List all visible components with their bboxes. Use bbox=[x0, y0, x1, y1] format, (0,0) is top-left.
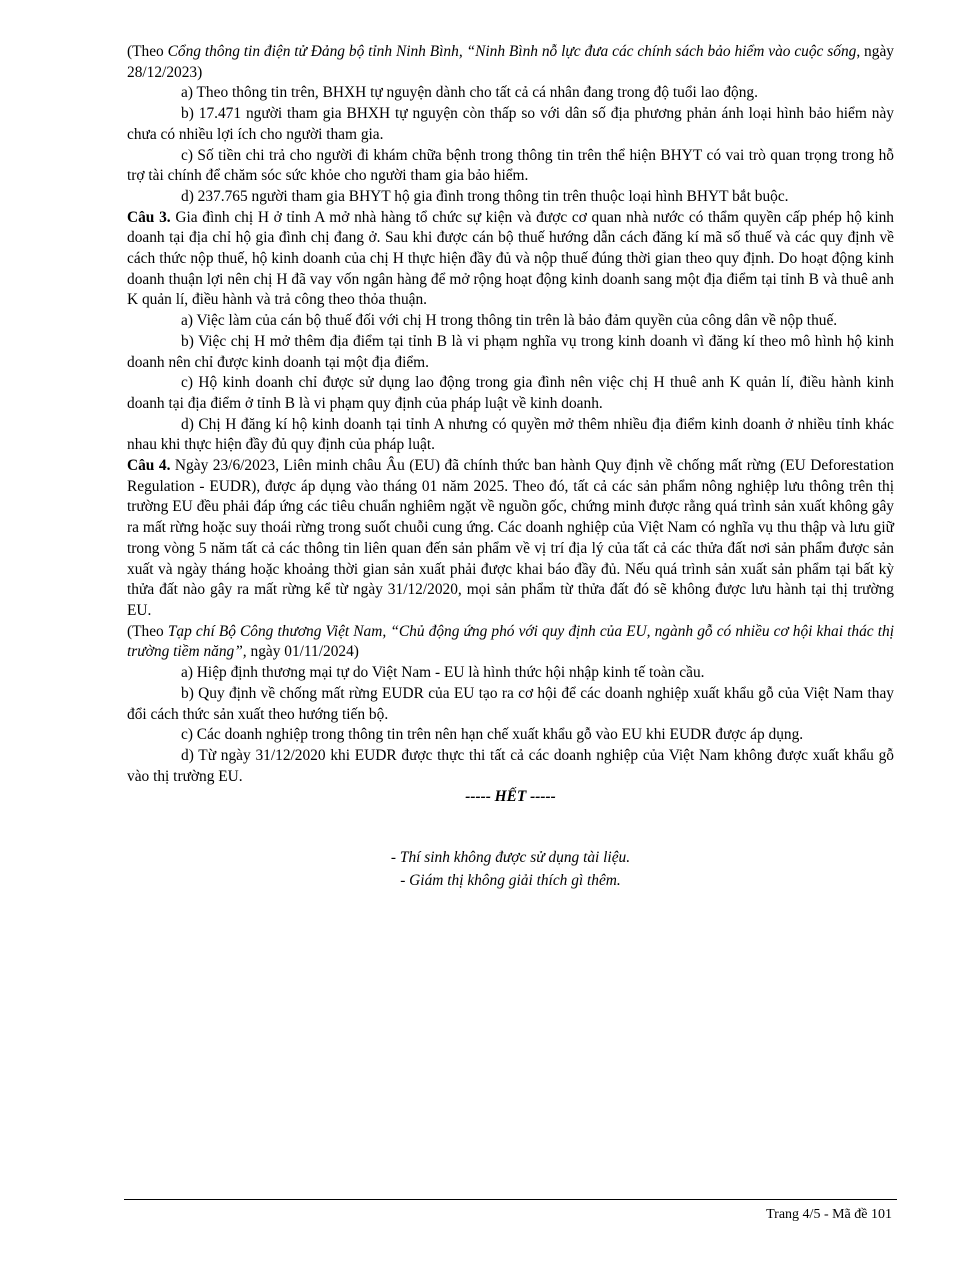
q2-option-a: a) Theo thông tin trên, BHXH tự nguyện dành cho tất cả cá nhân đang trong độ tuổi lao động. bbox=[181, 84, 758, 102]
exam-notes bbox=[127, 846, 894, 892]
q3-option-c: c) Hộ kinh doanh chỉ được sử dụng lao động trong gia đình nên việc chị H thuê anh K quản lí, điều hành kinh doanh tại địa điểm ở tỉnh B là vi phạm quy định của pháp luật về kinh doanh. bbox=[127, 374, 894, 412]
question-3-stem bbox=[127, 208, 894, 312]
note-line-1: - Thí sinh không được sử dụng tài liệu. bbox=[390, 849, 631, 867]
question-4-label: Câu 4. bbox=[127, 457, 171, 475]
q2-option-c: c) Số tiền chi trả cho người đi khám chữa bệnh trong thông tin trên thể hiện BHYT có vai trò quan trọng trong hỗ trợ tài chính để chăm sóc sức khỏe cho người tham gia bảo hiểm. bbox=[127, 146, 894, 185]
citation-prefix: (Theo bbox=[127, 43, 168, 60]
citation-prefix: (Theo bbox=[127, 622, 168, 640]
q4-option-c: c) Các doanh nghiệp trong thông tin trên nên hạn chế xuất khẩu gỗ vào EU khi EUDR được áp dụng. bbox=[181, 726, 804, 744]
q3-option-b: b) Việc chị H mở thêm địa điểm tại tỉnh B là vi phạm nghĩa vụ trong kinh doanh vì đăng kí theo mô hình hộ kinh doanh nên chỉ được kinh doanh tại một địa điểm. bbox=[127, 332, 894, 371]
citation-title: Cổng thông tin điện tử Đảng bộ tỉnh Ninh Bình, “Ninh Bình nỗ lực đưa các chính sách bảo hiểm vào cuộc sống bbox=[167, 43, 857, 60]
citation-date: ngày 01/11/2024) bbox=[246, 643, 359, 661]
citation-date: , ngày 28/12/2023) bbox=[127, 43, 894, 81]
question-3-text: Gia đình chị H ở tỉnh A mở nhà hàng tổ chức sự kiện và được cơ quan nhà nước có thẩm quyền cấp phép hộ kinh doanh tại địa chỉ hộ gia đình chị đang ở. Sau khi được cán bộ thuế hướng dẫn cách đăng kí mã số thuế và các quy định về cách thức nộp thuế, hộ kinh doanh của chị H thực hiện đầy đủ và nộp thuế đúng thời gian theo quy định. Do hoạt động kinh doanh thuận lợi nên chị H đã vay vốn ngân hàng để mở rộng hoạt động kinh doanh sang một địa điểm tại tỉnh B và thuê anh K quản lí, điều hành và trả công theo thỏa thuận. bbox=[127, 208, 894, 309]
question-3-label: Câu 3. bbox=[127, 208, 171, 226]
footer-divider bbox=[124, 1199, 897, 1200]
question-4-text: Ngày 23/6/2023, Liên minh châu Âu (EU) đã chính thức ban hành Quy định về chống mất rừng (EU Deforestation Regulation - EUDR), được áp dụng vào tháng 01 năm 2025. Theo đó, tất cả các sản phẩm nông nghiệp lưu thông trên thị trường EU đều phải đáp ứng các tiêu chuẩn nghiêm ngặt về nguồn gốc, chứng minh được rằng quá trình sản xuất không gây ra mất rừng hoặc suy thoái rừng trong suốt chuỗi cung ứng. Các doanh nghiệp của Việt Nam có nghĩa vụ thu thập và lưu giữ trong vòng 5 năm tất cả các thông tin liên quan đến sản phẩm về vị trí địa lý của tất cả các thửa đất nơi sản phẩm được sản xuất và ngày tháng hoặc khoảng thời gian sản xuất phải được khai báo đầy đủ. Nếu quá trình sản xuất sản phẩm tại bất kỳ thửa đất nào gây ra mất rừng kể từ ngày 31/12/2020, mọi sản phẩm từ thửa đất đó sẽ không được lưu hành tại thị trường EU. bbox=[127, 457, 894, 619]
q4-option-a: a) Hiệp định thương mại tự do Việt Nam - EU là hình thức hội nhập kinh tế toàn cầu. bbox=[181, 664, 705, 682]
q3-option-a: a) Việc làm của cán bộ thuế đối với chị H trong thông tin trên là bảo đảm quyền của công dân về nộp thuế. bbox=[181, 312, 838, 330]
end-mark: ----- HẾT ----- bbox=[465, 788, 556, 806]
question-4-stem bbox=[127, 456, 894, 622]
source-citation-1 bbox=[127, 42, 894, 83]
citation-title: Tạp chí Bộ Công thương Việt Nam, “Chủ động ứng phó với quy định của EU, ngành gỗ có nhiều cơ hội khai thác thị trường tiềm năng”, bbox=[127, 622, 894, 661]
q4-option-d: d) Từ ngày 31/12/2020 khi EUDR được thực thi tất cả các doanh nghiệp của Việt Nam không được xuất khẩu gỗ vào thị trường EU. bbox=[127, 746, 894, 785]
page-footer: Trang 4/5 - Mã đề 101 bbox=[766, 1207, 892, 1222]
source-citation-2 bbox=[127, 622, 894, 663]
q3-option-d: d) Chị H đăng kí hộ kinh doanh tại tỉnh A nhưng có quyền mở thêm nhiều địa điểm kinh doanh ở nhiều tỉnh khác nhau khi thực hiện đầy đủ quy định của pháp luật. bbox=[127, 415, 894, 454]
q4-option-b: b) Quy định về chống mất rừng EUDR của EU tạo ra cơ hội để các doanh nghiệp xuất khẩu gỗ của Việt Nam thay đổi cách thức sản xuất theo hướng tiến bộ. bbox=[127, 684, 894, 723]
exam-content bbox=[127, 42, 894, 892]
q2-option-d: d) 237.765 người tham gia BHYT hộ gia đình trong thông tin trên thuộc loại hình BHYT bắt buộc. bbox=[181, 187, 789, 205]
q2-option-b: b) 17.471 người tham gia BHXH tự nguyện còn thấp so với dân số địa phương phản ánh loại hình bảo hiểm này chưa có nhiều lợi ích cho người tham gia. bbox=[127, 105, 894, 143]
note-line-2: - Giám thị không giải thích gì thêm. bbox=[400, 872, 621, 890]
